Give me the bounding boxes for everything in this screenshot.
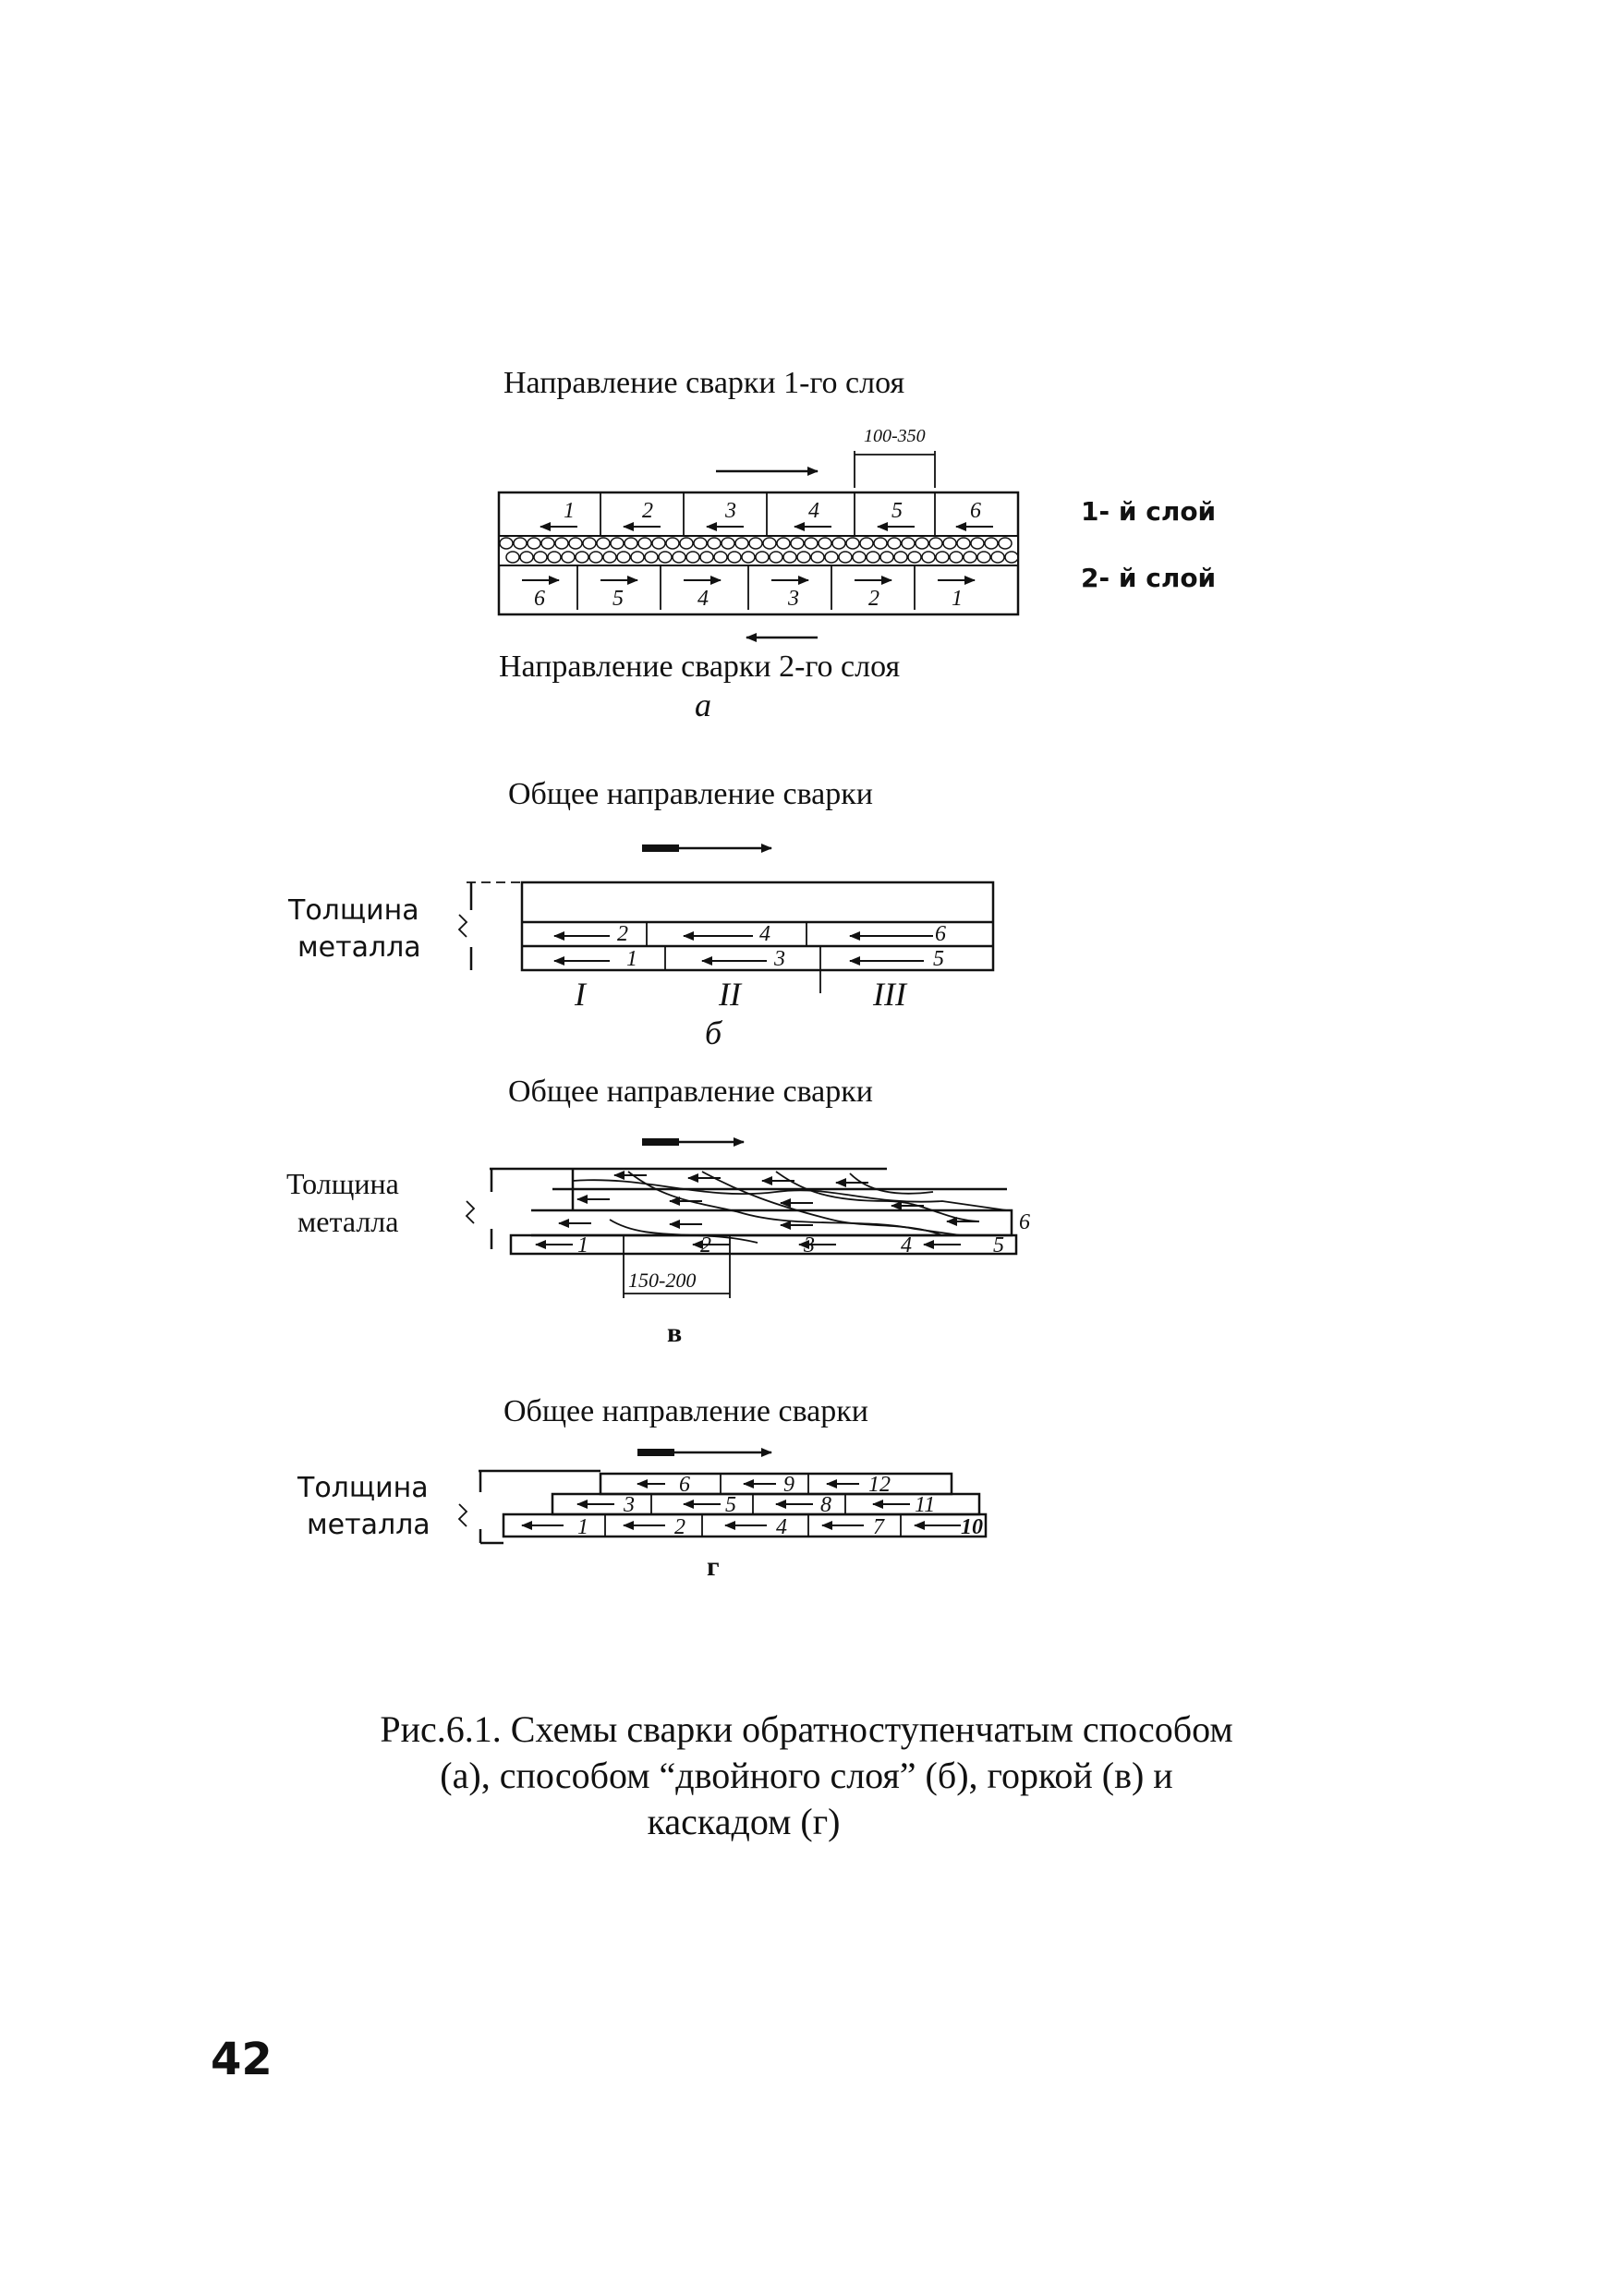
- segment-number: 3: [725, 499, 736, 523]
- pass-number: 6: [1019, 1210, 1030, 1234]
- pass-number: 12: [868, 1473, 891, 1497]
- segment-number: 4: [808, 499, 819, 523]
- dimension-150-200-label: 150-200: [628, 1269, 697, 1292]
- layer2-dividers: [577, 565, 915, 610]
- diagram-v-wave-passes: [573, 1172, 1007, 1243]
- layer1-label: 1- й слой: [1081, 496, 1217, 527]
- diagram-g-title: Общее направление сварки: [503, 1394, 868, 1428]
- diagram-v-title: Общее направление сварки: [508, 1075, 873, 1109]
- pass-number: 5: [933, 947, 944, 971]
- diagram-v-direction-arrow: [642, 1138, 744, 1146]
- pass-number: 7: [873, 1515, 884, 1539]
- pass-number: 6: [679, 1473, 690, 1497]
- diagram-a-top-label: Направление сварки 1-го слоя: [503, 366, 905, 400]
- dimension-100-350: [855, 426, 935, 488]
- diagram-b-title: Общее направление сварки: [508, 777, 873, 811]
- figure-caption: [380, 1708, 1232, 1842]
- pass-number: 1: [626, 947, 637, 971]
- segment-number: 6: [970, 499, 981, 523]
- segment-number: 5: [891, 499, 903, 523]
- pass-number: 3: [804, 1233, 815, 1257]
- segment-number: 3: [788, 587, 799, 611]
- segment-number: 1: [952, 587, 963, 611]
- thickness-label-line2: металла: [307, 1509, 431, 1541]
- diagram-v-numbers: [577, 1210, 1030, 1257]
- section-label: II: [719, 976, 741, 1013]
- pass-number: 3: [624, 1493, 635, 1517]
- diagram-b-direction-arrow: [642, 844, 771, 852]
- pass-number: 9: [783, 1473, 794, 1497]
- thickness-bracket-b: [459, 882, 527, 970]
- caption-line-3: каскадом (г): [647, 1801, 841, 1842]
- thickness-label-line1: Толщина: [288, 894, 419, 927]
- thickness-label-line2: металла: [297, 931, 421, 964]
- diagram-g: [297, 1394, 986, 1582]
- section-label: I: [575, 976, 586, 1013]
- pass-number: 1: [577, 1233, 588, 1257]
- diagram-v-letter: в: [667, 1318, 683, 1348]
- pass-number: 2: [617, 922, 628, 946]
- pass-number: 4: [759, 922, 770, 946]
- diagram-v: [286, 1075, 1030, 1348]
- diagram-g-letter: г: [707, 1551, 720, 1582]
- layer1-segment-numbers: [564, 499, 981, 523]
- diagram-b-sections: [574, 976, 908, 1013]
- diagram-a: [499, 366, 1216, 723]
- pass-number: 11: [915, 1493, 936, 1517]
- segment-number: 2: [868, 587, 879, 611]
- thickness-bracket-v: [467, 1169, 573, 1249]
- cascade-row-bottom: [503, 1514, 986, 1539]
- pass-number: 3: [774, 947, 785, 971]
- plate-b: [522, 882, 993, 970]
- pass-number: 8: [820, 1493, 831, 1517]
- page-number: 42: [211, 2034, 273, 2085]
- layer2-label: 2- й слой: [1081, 563, 1217, 593]
- diagram-b-letter: б: [705, 1014, 722, 1051]
- segment-number: 2: [642, 499, 653, 523]
- diagram-a-bottom-label: Направление сварки 2-го слоя: [499, 650, 901, 684]
- diagram-a-letter: а: [695, 686, 711, 723]
- thickness-label-line1: Толщина: [286, 1167, 399, 1200]
- segment-number: 6: [534, 587, 545, 611]
- caption-line-2: (а), способом “двойного слоя” (б), горкой (в) и: [440, 1755, 1173, 1796]
- diagram-b: [287, 777, 993, 1051]
- pass-number: 6: [935, 922, 946, 946]
- dimension-100-350-label: 100-350: [864, 426, 926, 446]
- diagram-b-row-arrows: [554, 936, 933, 961]
- diagram-g-direction-arrow: [637, 1449, 771, 1456]
- pass-number: 1: [577, 1515, 588, 1539]
- pass-number: 5: [993, 1233, 1004, 1257]
- pass-number: 4: [776, 1515, 787, 1539]
- pass-number: 5: [725, 1493, 736, 1517]
- thickness-label-line1: Толщина: [297, 1472, 429, 1504]
- pass-number: 10: [961, 1515, 983, 1539]
- pass-number: 2: [700, 1233, 711, 1257]
- section-label: III: [873, 976, 906, 1013]
- pass-number: 2: [674, 1515, 685, 1539]
- segment-number: 1: [564, 499, 575, 523]
- pass-number: 4: [901, 1233, 912, 1257]
- thickness-label-line2: металла: [297, 1205, 399, 1238]
- caption-line-1: Рис.6.1. Схемы сварки обратноступенчатым способом: [380, 1708, 1233, 1750]
- segment-number: 4: [697, 587, 709, 611]
- segment-number: 5: [612, 587, 624, 611]
